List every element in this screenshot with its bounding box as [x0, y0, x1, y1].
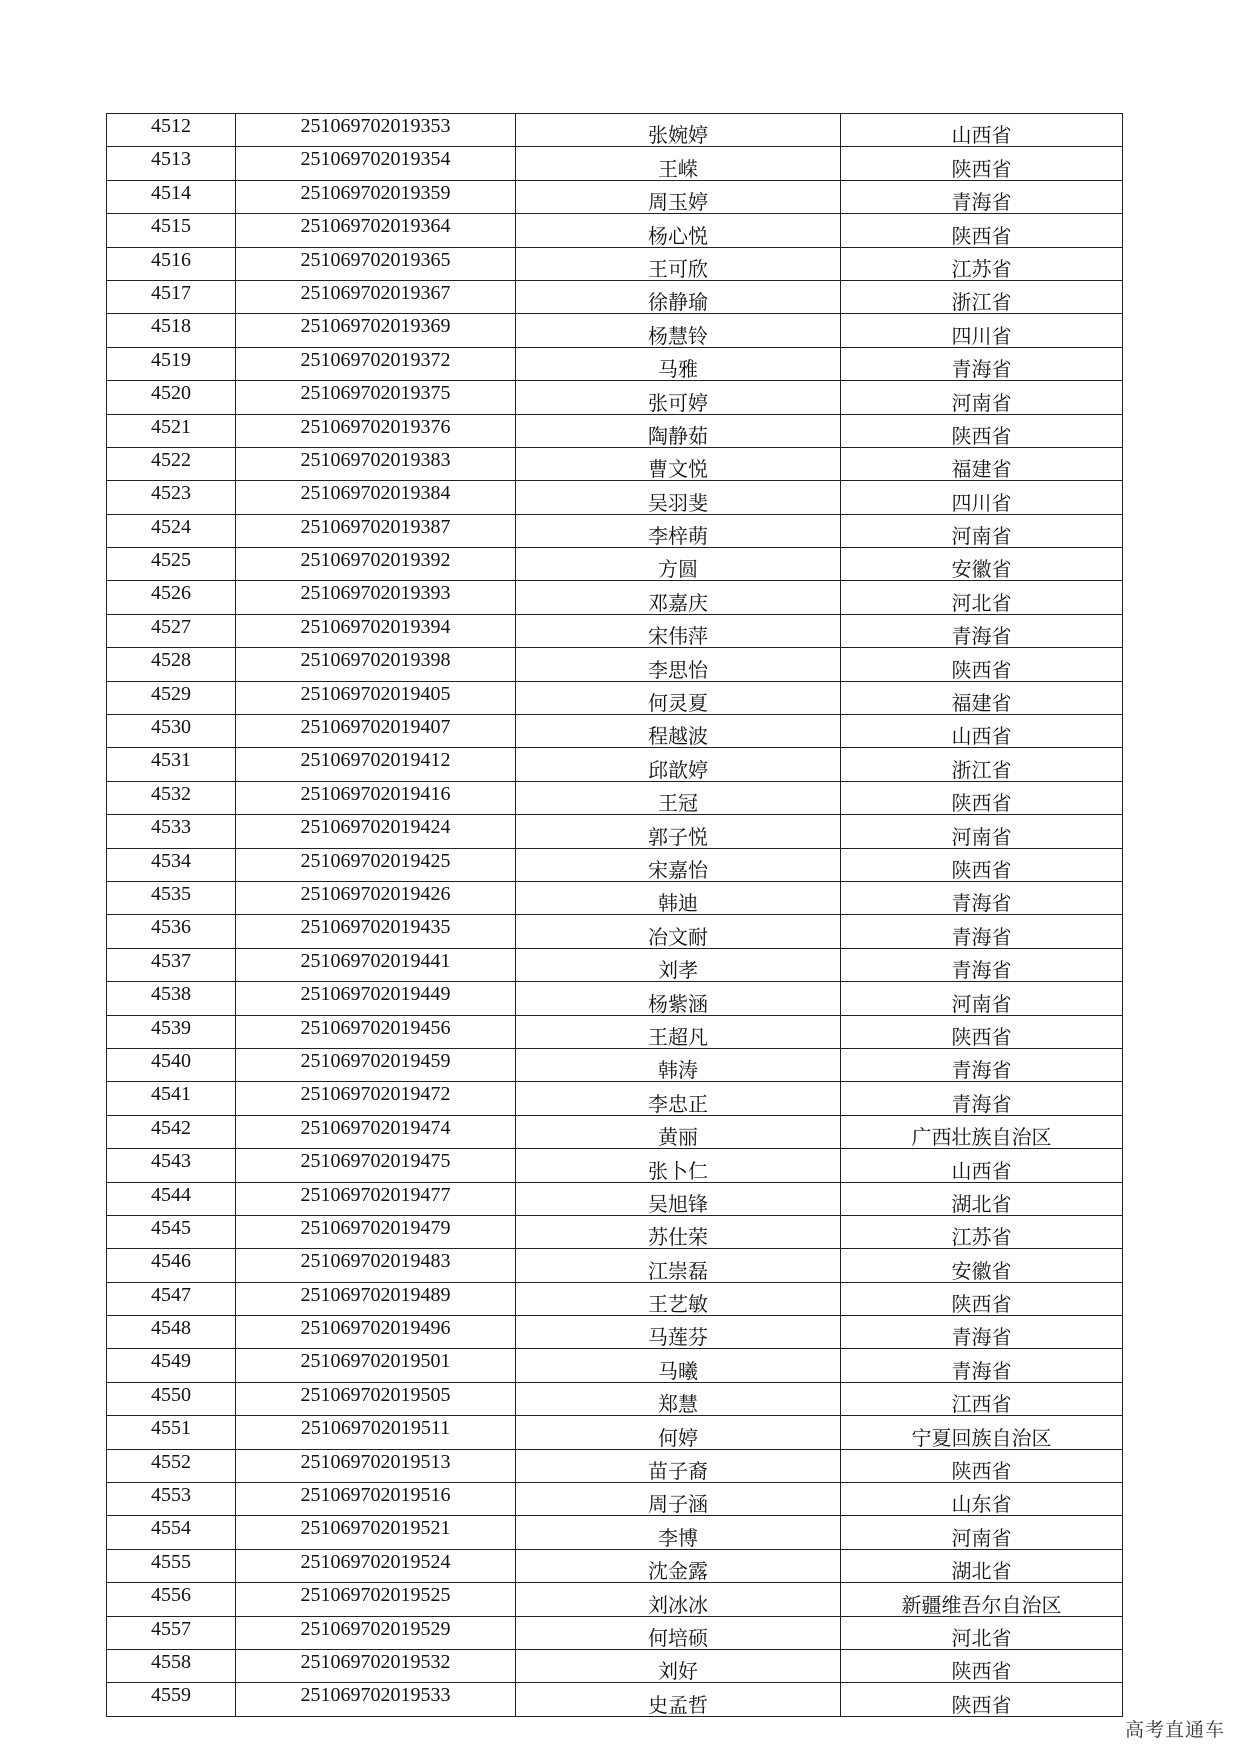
province-cell: 青海省: [841, 1048, 1123, 1081]
province-cell: 安徽省: [841, 1249, 1123, 1282]
exam-id-cell: 251069702019513: [236, 1449, 516, 1482]
student-name-cell: 刘冰冰: [516, 1583, 841, 1616]
table-row: [107, 347, 1123, 380]
province-cell: 浙江省: [841, 748, 1123, 781]
row-number-cell: 4513: [107, 147, 236, 180]
table-row: [107, 1249, 1123, 1282]
student-name-cell: 王冠: [516, 781, 841, 814]
table-row: [107, 1382, 1123, 1415]
student-name-cell: 王超凡: [516, 1015, 841, 1048]
exam-id-cell: 251069702019354: [236, 147, 516, 180]
row-number-cell: 4541: [107, 1082, 236, 1115]
row-number-cell: 4547: [107, 1282, 236, 1315]
row-number-cell: 4530: [107, 715, 236, 748]
table-row: [107, 581, 1123, 614]
student-name-cell: 杨慧铃: [516, 314, 841, 347]
table-row: [107, 1549, 1123, 1582]
table-row: [107, 982, 1123, 1015]
student-name-cell: 何培硕: [516, 1616, 841, 1649]
table-row: [107, 247, 1123, 280]
province-cell: 青海省: [841, 1316, 1123, 1349]
province-cell: 陕西省: [841, 1282, 1123, 1315]
exam-id-cell: 251069702019375: [236, 381, 516, 414]
row-number-cell: 4538: [107, 982, 236, 1015]
table-row: [107, 614, 1123, 647]
row-number-cell: 4539: [107, 1015, 236, 1048]
row-number-cell: 4526: [107, 581, 236, 614]
province-cell: 陕西省: [841, 648, 1123, 681]
province-cell: 河南省: [841, 815, 1123, 848]
table-row: [107, 1516, 1123, 1549]
student-name-cell: 马曦: [516, 1349, 841, 1382]
table-row: [107, 648, 1123, 681]
exam-id-cell: 251069702019405: [236, 681, 516, 714]
row-number-cell: 4520: [107, 381, 236, 414]
student-name-cell: 江崇磊: [516, 1249, 841, 1282]
exam-id-cell: 251069702019369: [236, 314, 516, 347]
student-name-cell: 黄丽: [516, 1115, 841, 1148]
table-row: [107, 1349, 1123, 1382]
student-name-cell: 张可婷: [516, 381, 841, 414]
row-number-cell: 4558: [107, 1649, 236, 1682]
table-row: [107, 180, 1123, 213]
student-name-cell: 李博: [516, 1516, 841, 1549]
exam-id-cell: 251069702019393: [236, 581, 516, 614]
province-cell: 福建省: [841, 447, 1123, 480]
student-name-cell: 张卜仁: [516, 1149, 841, 1182]
student-name-cell: 宋嘉怡: [516, 848, 841, 881]
table-row: [107, 781, 1123, 814]
province-cell: 浙江省: [841, 280, 1123, 313]
exam-id-cell: 251069702019496: [236, 1316, 516, 1349]
row-number-cell: 4542: [107, 1115, 236, 1148]
province-cell: 陕西省: [841, 147, 1123, 180]
student-name-cell: 张婉婷: [516, 114, 841, 147]
exam-id-cell: 251069702019398: [236, 648, 516, 681]
row-number-cell: 4559: [107, 1683, 236, 1716]
roster-table: [106, 113, 1123, 1717]
table-row: [107, 1649, 1123, 1682]
table-row: [107, 748, 1123, 781]
row-number-cell: 4523: [107, 481, 236, 514]
province-cell: 江苏省: [841, 247, 1123, 280]
table-row: [107, 1416, 1123, 1449]
row-number-cell: 4536: [107, 915, 236, 948]
row-number-cell: 4531: [107, 748, 236, 781]
province-cell: 山西省: [841, 114, 1123, 147]
province-cell: 河北省: [841, 1616, 1123, 1649]
exam-id-cell: 251069702019525: [236, 1583, 516, 1616]
table-row: [107, 1483, 1123, 1516]
table-row: [107, 881, 1123, 914]
table-row: [107, 514, 1123, 547]
row-number-cell: 4522: [107, 447, 236, 480]
province-cell: 四川省: [841, 314, 1123, 347]
province-cell: 河南省: [841, 1516, 1123, 1549]
row-number-cell: 4519: [107, 347, 236, 380]
student-name-cell: 李忠正: [516, 1082, 841, 1115]
student-name-cell: 吴羽斐: [516, 481, 841, 514]
row-number-cell: 4552: [107, 1449, 236, 1482]
student-name-cell: 苏仕荣: [516, 1215, 841, 1248]
student-name-cell: 程越波: [516, 715, 841, 748]
student-name-cell: 杨心悦: [516, 214, 841, 247]
exam-id-cell: 251069702019516: [236, 1483, 516, 1516]
exam-id-cell: 251069702019529: [236, 1616, 516, 1649]
province-cell: 陕西省: [841, 414, 1123, 447]
table-row: [107, 1182, 1123, 1215]
exam-id-cell: 251069702019416: [236, 781, 516, 814]
province-cell: 广西壮族自治区: [841, 1115, 1123, 1148]
exam-id-cell: 251069702019392: [236, 548, 516, 581]
student-name-cell: 徐静瑜: [516, 280, 841, 313]
table-row: [107, 1583, 1123, 1616]
exam-id-cell: 251069702019532: [236, 1649, 516, 1682]
student-name-cell: 李思怡: [516, 648, 841, 681]
student-name-cell: 沈金露: [516, 1549, 841, 1582]
row-number-cell: 4535: [107, 881, 236, 914]
row-number-cell: 4540: [107, 1048, 236, 1081]
student-name-cell: 何灵夏: [516, 681, 841, 714]
row-number-cell: 4550: [107, 1382, 236, 1415]
row-number-cell: 4533: [107, 815, 236, 848]
table-row: [107, 447, 1123, 480]
row-number-cell: 4544: [107, 1182, 236, 1215]
province-cell: 青海省: [841, 614, 1123, 647]
exam-id-cell: 251069702019407: [236, 715, 516, 748]
row-number-cell: 4532: [107, 781, 236, 814]
province-cell: 河南省: [841, 381, 1123, 414]
row-number-cell: 4521: [107, 414, 236, 447]
province-cell: 青海省: [841, 881, 1123, 914]
province-cell: 湖北省: [841, 1549, 1123, 1582]
province-cell: 江苏省: [841, 1215, 1123, 1248]
student-name-cell: 王艺敏: [516, 1282, 841, 1315]
student-name-cell: 邱歆婷: [516, 748, 841, 781]
student-name-cell: 冶文耐: [516, 915, 841, 948]
exam-id-cell: 251069702019372: [236, 347, 516, 380]
exam-id-cell: 251069702019387: [236, 514, 516, 547]
province-cell: 陕西省: [841, 781, 1123, 814]
province-cell: 陕西省: [841, 1649, 1123, 1682]
row-number-cell: 4527: [107, 614, 236, 647]
exam-id-cell: 251069702019472: [236, 1082, 516, 1115]
student-name-cell: 曹文悦: [516, 447, 841, 480]
exam-id-cell: 251069702019394: [236, 614, 516, 647]
row-number-cell: 4546: [107, 1249, 236, 1282]
province-cell: 山西省: [841, 715, 1123, 748]
student-name-cell: 杨紫涵: [516, 982, 841, 1015]
province-cell: 青海省: [841, 1082, 1123, 1115]
row-number-cell: 4529: [107, 681, 236, 714]
student-name-cell: 郭子悦: [516, 815, 841, 848]
row-number-cell: 4516: [107, 247, 236, 280]
exam-id-cell: 251069702019511: [236, 1416, 516, 1449]
table-row: [107, 114, 1123, 147]
province-cell: 河南省: [841, 514, 1123, 547]
student-name-cell: 刘好: [516, 1649, 841, 1682]
student-name-cell: 刘孝: [516, 948, 841, 981]
province-cell: 青海省: [841, 1349, 1123, 1382]
exam-id-cell: 251069702019449: [236, 982, 516, 1015]
row-number-cell: 4514: [107, 180, 236, 213]
student-name-cell: 苗子裔: [516, 1449, 841, 1482]
student-name-cell: 方圆: [516, 548, 841, 581]
student-name-cell: 宋伟萍: [516, 614, 841, 647]
exam-id-cell: 251069702019475: [236, 1149, 516, 1182]
exam-id-cell: 251069702019483: [236, 1249, 516, 1282]
exam-id-cell: 251069702019435: [236, 915, 516, 948]
exam-id-cell: 251069702019412: [236, 748, 516, 781]
row-number-cell: 4551: [107, 1416, 236, 1449]
table-row: [107, 1215, 1123, 1248]
exam-id-cell: 251069702019479: [236, 1215, 516, 1248]
footer-watermark: 高考直通车: [1124, 1719, 1225, 1741]
student-name-cell: 李梓萌: [516, 514, 841, 547]
exam-id-cell: 251069702019426: [236, 881, 516, 914]
exam-id-cell: 251069702019459: [236, 1048, 516, 1081]
exam-id-cell: 251069702019353: [236, 114, 516, 147]
row-number-cell: 4525: [107, 548, 236, 581]
province-cell: 河南省: [841, 982, 1123, 1015]
exam-id-cell: 251069702019501: [236, 1349, 516, 1382]
exam-id-cell: 251069702019521: [236, 1516, 516, 1549]
table-row: [107, 848, 1123, 881]
province-cell: 新疆维吾尔自治区: [841, 1583, 1123, 1616]
table-row: [107, 681, 1123, 714]
exam-id-cell: 251069702019477: [236, 1182, 516, 1215]
student-name-cell: 王嵘: [516, 147, 841, 180]
student-name-cell: 马雅: [516, 347, 841, 380]
province-cell: 安徽省: [841, 548, 1123, 581]
exam-id-cell: 251069702019367: [236, 280, 516, 313]
row-number-cell: 4524: [107, 514, 236, 547]
row-number-cell: 4557: [107, 1616, 236, 1649]
row-number-cell: 4528: [107, 648, 236, 681]
exam-id-cell: 251069702019474: [236, 1115, 516, 1148]
exam-id-cell: 251069702019383: [236, 447, 516, 480]
exam-id-cell: 251069702019365: [236, 247, 516, 280]
row-number-cell: 4545: [107, 1215, 236, 1248]
exam-id-cell: 251069702019533: [236, 1683, 516, 1716]
row-number-cell: 4543: [107, 1149, 236, 1182]
row-number-cell: 4554: [107, 1516, 236, 1549]
table-row: [107, 280, 1123, 313]
table-row: [107, 1683, 1123, 1716]
row-number-cell: 4518: [107, 314, 236, 347]
table-row: [107, 715, 1123, 748]
table-row: [107, 314, 1123, 347]
table-row: [107, 948, 1123, 981]
exam-id-cell: 251069702019359: [236, 180, 516, 213]
province-cell: 陕西省: [841, 1683, 1123, 1716]
student-name-cell: 吴旭锋: [516, 1182, 841, 1215]
exam-id-cell: 251069702019425: [236, 848, 516, 881]
exam-id-cell: 251069702019376: [236, 414, 516, 447]
table-row: [107, 481, 1123, 514]
province-cell: 陕西省: [841, 214, 1123, 247]
province-cell: 福建省: [841, 681, 1123, 714]
table-row: [107, 1082, 1123, 1115]
student-name-cell: 韩迪: [516, 881, 841, 914]
table-row: [107, 1149, 1123, 1182]
row-number-cell: 4553: [107, 1483, 236, 1516]
province-cell: 山东省: [841, 1483, 1123, 1516]
row-number-cell: 4537: [107, 948, 236, 981]
student-name-cell: 史孟哲: [516, 1683, 841, 1716]
table-row: [107, 214, 1123, 247]
row-number-cell: 4534: [107, 848, 236, 881]
student-name-cell: 韩涛: [516, 1048, 841, 1081]
student-name-cell: 陶静茹: [516, 414, 841, 447]
exam-id-cell: 251069702019424: [236, 815, 516, 848]
exam-id-cell: 251069702019456: [236, 1015, 516, 1048]
row-number-cell: 4517: [107, 280, 236, 313]
table-row: [107, 381, 1123, 414]
table-row: [107, 414, 1123, 447]
table-row: [107, 1048, 1123, 1081]
table-row: [107, 1316, 1123, 1349]
student-name-cell: 王可欣: [516, 247, 841, 280]
province-cell: 青海省: [841, 915, 1123, 948]
student-name-cell: 马莲芬: [516, 1316, 841, 1349]
student-name-cell: 周子涵: [516, 1483, 841, 1516]
exam-id-cell: 251069702019364: [236, 214, 516, 247]
province-cell: 陕西省: [841, 848, 1123, 881]
row-number-cell: 4548: [107, 1316, 236, 1349]
province-cell: 青海省: [841, 180, 1123, 213]
table-row: [107, 1282, 1123, 1315]
province-cell: 四川省: [841, 481, 1123, 514]
province-cell: 陕西省: [841, 1449, 1123, 1482]
province-cell: 陕西省: [841, 1015, 1123, 1048]
row-number-cell: 4549: [107, 1349, 236, 1382]
province-cell: 湖北省: [841, 1182, 1123, 1215]
table-row: [107, 1115, 1123, 1148]
province-cell: 青海省: [841, 948, 1123, 981]
row-number-cell: 4512: [107, 114, 236, 147]
exam-id-cell: 251069702019441: [236, 948, 516, 981]
table-row: [107, 1015, 1123, 1048]
exam-id-cell: 251069702019384: [236, 481, 516, 514]
province-cell: 宁夏回族自治区: [841, 1416, 1123, 1449]
table-row: [107, 815, 1123, 848]
exam-id-cell: 251069702019524: [236, 1549, 516, 1582]
exam-id-cell: 251069702019505: [236, 1382, 516, 1415]
province-cell: 河北省: [841, 581, 1123, 614]
student-name-cell: 周玉婷: [516, 180, 841, 213]
row-number-cell: 4555: [107, 1549, 236, 1582]
table-row: [107, 1616, 1123, 1649]
student-name-cell: 何婷: [516, 1416, 841, 1449]
province-cell: 山西省: [841, 1149, 1123, 1182]
province-cell: 青海省: [841, 347, 1123, 380]
student-name-cell: 邓嘉庆: [516, 581, 841, 614]
student-name-cell: 郑慧: [516, 1382, 841, 1415]
row-number-cell: 4515: [107, 214, 236, 247]
exam-id-cell: 251069702019489: [236, 1282, 516, 1315]
table-row: [107, 548, 1123, 581]
table-row: [107, 147, 1123, 180]
table-row: [107, 1449, 1123, 1482]
roster-table-body: [107, 114, 1123, 1717]
row-number-cell: 4556: [107, 1583, 236, 1616]
province-cell: 江西省: [841, 1382, 1123, 1415]
table-row: [107, 915, 1123, 948]
